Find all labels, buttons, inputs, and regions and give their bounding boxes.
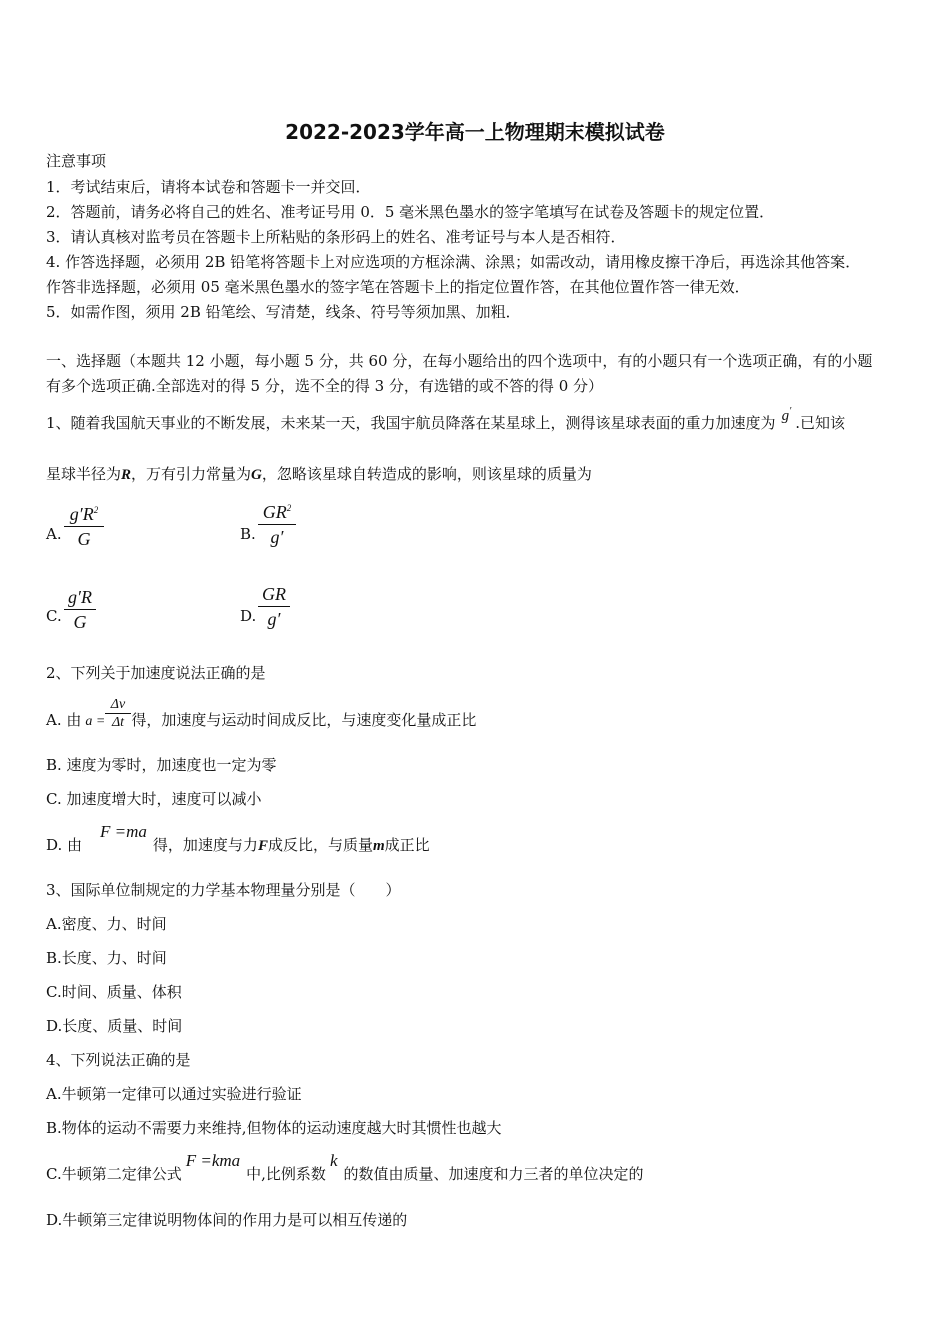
- q4-option-c-text-a: 中,比例系数: [246, 1165, 326, 1183]
- q1-stem2-text-c: ，忽略该星球自转造成的影响，则该星球的质量为: [261, 465, 592, 483]
- q3-option-c: C.时间、质量、体积: [46, 983, 182, 1001]
- q1-g-symbol: [782, 408, 792, 424]
- section-header-line2: 有多个选项正确.全部选对的得 5 分，选不全的得 3 分，有选错的或不答的得 0 分）: [46, 377, 604, 395]
- q3-option-b: B.长度、力、时间: [46, 949, 167, 967]
- notice-item-1: 1．考试结束后，请将本试卷和答题卡一并交回．: [46, 178, 371, 196]
- q1-option-c-fraction: [64, 583, 96, 632]
- q1-option-a-exponent: 2: [93, 505, 99, 515]
- q2-option-b: B. 速度为零时，加速度也一定为零: [46, 756, 277, 774]
- q1-option-b-denominator: g′: [270, 527, 284, 547]
- q1-option-b-label: B.: [240, 525, 256, 543]
- q1-option-a-fraction: [64, 500, 104, 549]
- q1-option-c-numerator: g′R: [68, 587, 92, 607]
- q1-option-d-numerator: GR: [262, 584, 286, 604]
- q2-option-a-prefix: A. 由: [46, 711, 82, 729]
- q2-option-d-text-a: 得，加速度与力: [152, 836, 258, 854]
- q2-option-a-numerator: Δv: [110, 697, 126, 712]
- q2-stem: 2、下列关于加速度说法正确的是: [46, 664, 266, 682]
- notice-heading: 注意事项: [46, 152, 107, 170]
- q4-option-c-formula: F =kma: [185, 1151, 241, 1170]
- q2-option-d-text-c: 成正比: [384, 836, 430, 854]
- q1-g: g: [781, 408, 790, 424]
- q1-option-d-label: D.: [240, 607, 257, 625]
- q1-stem2-text-a: 星球半径为: [46, 465, 122, 483]
- q4-option-b: B.物体的运动不需要力来维持,但物体的运动速度越大时其惯性也越大: [46, 1119, 502, 1137]
- q4-option-c-text-b: 的数值由质量、加速度和力三者的单位决定的: [343, 1165, 644, 1183]
- q1-option-c-denominator: G: [73, 612, 87, 632]
- q1-option-a-denominator: G: [77, 529, 91, 549]
- q1-g-prime: ′: [789, 406, 792, 417]
- q3-stem: 3、国际单位制规定的力学基本物理量分别是（ ）: [46, 881, 401, 899]
- q1-stem-text: 1、随着我国航天事业的不断发展，未来某一天，我国宇航员降落在某星球上，测得该星球表面的重力加速度为: [46, 414, 776, 432]
- notice-item-3: 3．请认真核对监考员在答题卡上所粘贴的条形码上的姓名、准考证号与本人是否相符．: [46, 228, 626, 246]
- q1-stem-end: .已知该: [795, 414, 846, 432]
- q2-option-d-formula: F =ma: [100, 822, 147, 841]
- q1-option-d-fraction: [258, 580, 290, 629]
- q1-radius-symbol: R: [121, 467, 132, 483]
- q2-option-a-fraction: [105, 697, 131, 730]
- q1-option-b-fraction: [258, 498, 296, 547]
- q2-option-d-prefix: D. 由: [46, 836, 83, 854]
- notice-item-5: 5．如需作图，须用 2B 铅笔绘、写清楚，线条、符号等须加黑、加粗．: [46, 303, 521, 321]
- q1-stem-line1: [46, 406, 846, 435]
- q2-option-d-text-b: 成反比，与质量: [267, 836, 373, 854]
- q4-option-c: [46, 1151, 644, 1183]
- q1-stem-line2: [46, 465, 592, 484]
- q2-option-a-lhs: a =: [85, 714, 106, 729]
- q2-option-a-denominator: Δt: [111, 715, 125, 730]
- notice-item-4-cont: 作答非选择题，必须用 05 毫米黑色墨水的签字笔在答题卡上的指定位置作答，在其他位置作答一律无效．: [46, 278, 750, 296]
- q1-option-b-numerator: GR: [262, 502, 287, 522]
- section-header-line1: 一、选择题（本题共 12 小题，每小题 5 分，共 60 分，在每小题给出的四个选项中，有的小题只有一个选项正确，有的小题: [46, 352, 873, 370]
- q2-option-c: C. 加速度增大时，速度可以减小: [46, 790, 262, 808]
- notice-item-4: 4. 作答选择题，必须用 2B 铅笔将答题卡上对应选项的方框涂满、涂黑；如需改动，请用橡皮擦干净后，再选涂其他答案．: [46, 253, 861, 271]
- q2-option-d-force-symbol: F: [257, 838, 268, 854]
- q4-option-c-prefix: C.牛顿第二定律公式: [46, 1165, 182, 1183]
- q4-option-c-k-symbol: k: [329, 1151, 338, 1170]
- q3-option-d: D.长度、质量、时间: [46, 1017, 183, 1035]
- q2-option-d-mass-symbol: m: [372, 838, 385, 854]
- page-title: 2022-2023学年高一上物理期末模拟试卷: [285, 120, 665, 144]
- q2-option-d: [46, 822, 430, 855]
- q4-stem: 4、下列说法正确的是: [46, 1051, 191, 1069]
- q2-option-a-text: 得，加速度与运动时间成反比，与速度变化量成正比: [131, 711, 477, 729]
- q1-option-a-label: A.: [46, 525, 62, 543]
- q1-option-b-exponent: 2: [286, 503, 292, 513]
- q1-stem2-text-b: ，万有引力常量为: [131, 465, 252, 483]
- q1-option-a-numerator: g′R: [69, 504, 94, 524]
- q3-option-a: A.密度、力、时间: [46, 915, 167, 933]
- q1-gravitational-constant-symbol: G: [251, 467, 262, 483]
- q1-option-c-label: C.: [46, 607, 62, 625]
- q4-option-a: A.牛顿第一定律可以通过实验进行验证: [46, 1085, 302, 1103]
- notice-item-2: 2．答题前，请务必将自己的姓名、准考证号用 0．5 毫米黑色墨水的签字笔填写在试卷及答题卡的规定位置．: [46, 203, 775, 221]
- q4-option-d: D.牛顿第三定律说明物体间的作用力是可以相互传递的: [46, 1211, 408, 1229]
- q1-option-d-denominator: g′: [267, 609, 281, 629]
